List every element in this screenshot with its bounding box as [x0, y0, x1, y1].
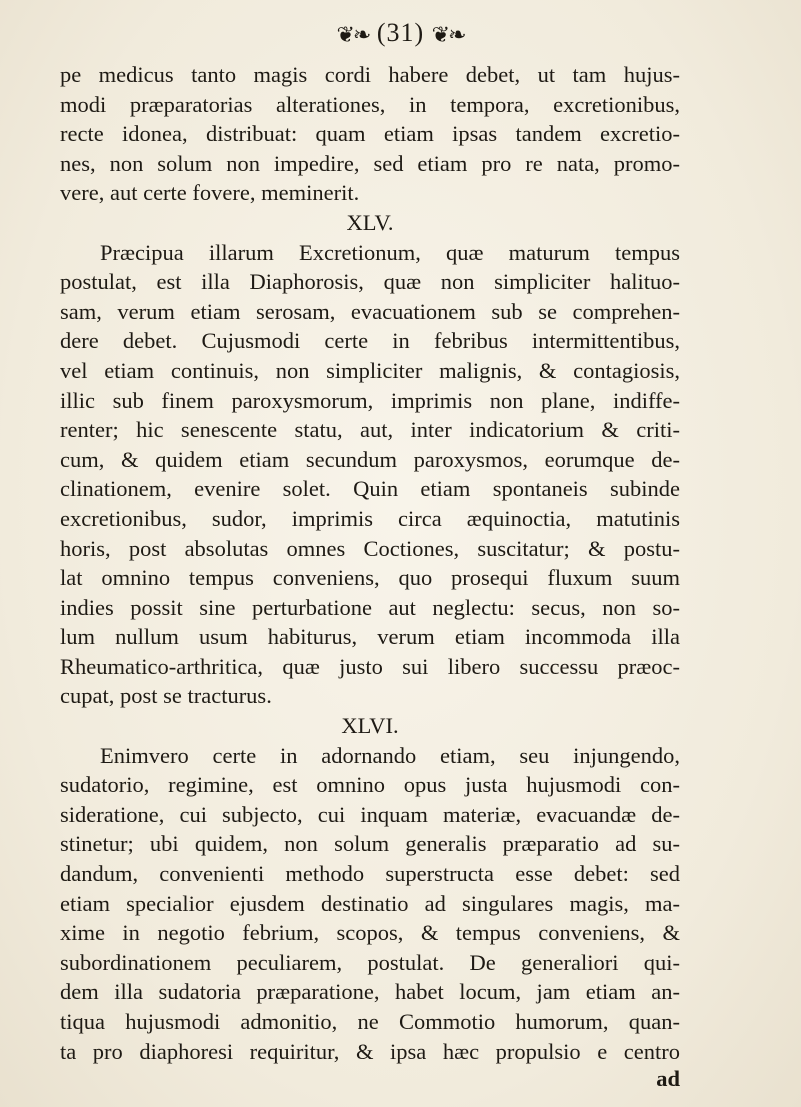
text-line: cum, & quidem etiam secundum paroxysmos, eorumque de-	[60, 446, 680, 472]
text-line: sam, verum etiam serosam, evacuationem sub se comprehen-	[60, 298, 680, 324]
text-line: sudatorio, regimine, est omnino opus justa hujusmodi con-	[60, 772, 680, 798]
text-line: ta pro diaphoresi requiritur, & ipsa hæc propulsio e centro	[60, 1038, 680, 1064]
text-line: lum nullum usum habiturus, verum etiam incommoda illa	[60, 624, 680, 650]
text-line: lat omnino tempus conveniens, quo prosequi fluxum suum	[60, 565, 680, 591]
text-line: vere, aut certe fovere, meminerit.	[60, 180, 360, 206]
page-number: (31)	[376, 18, 425, 47]
text-line: Præcipua illarum Excretionum, quæ maturum tempus	[100, 239, 680, 265]
text-line: dandum, convenienti methodo superstructa esse debet: sed	[60, 861, 680, 887]
ornament-right-icon: ❦❧	[431, 22, 465, 48]
text-line: illic sub finem paroxysmorum, imprimis non plane, indiffe-	[60, 387, 680, 413]
text-line: cupat, post se tracturus.	[60, 683, 272, 709]
text-line: horis, post absolutas omnes Coctiones, suscitatur; & postu-	[60, 535, 680, 561]
text-line: clinationem, evenire solet. Quin etiam spontaneis subinde	[60, 476, 680, 502]
ornament-left-icon: ❦❧	[336, 22, 370, 48]
text-line: Rheumatico-arthritica, quæ justo sui libero successu præoc-	[60, 653, 680, 679]
section-number: XLVI.	[341, 713, 399, 739]
text-line: excretionibus, sudor, imprimis circa æquinoctia, matutinis	[60, 505, 680, 531]
text-line: vel etiam continuis, non simpliciter malignis, & contagiosis,	[60, 357, 680, 383]
text-line: renter; hic senescente statu, aut, inter indicatorium & criti-	[60, 417, 680, 443]
body-text	[60, 60, 680, 1066]
text-line: dem illa sudatoria præparatione, habet locum, jam etiam an-	[60, 979, 680, 1005]
text-line: Enimvero certe in adornando etiam, seu injungendo,	[100, 742, 680, 768]
text-line: tiqua hujusmodi admonitio, ne Commotio humorum, quan-	[60, 1009, 680, 1034]
text-line: subordinationem peculiarem, postulat. De generaliori qui-	[60, 949, 680, 975]
section-number: XLV.	[346, 209, 394, 235]
text-line: sideratione, cui subjecto, cui inquam materiæ, evacuandæ de-	[60, 801, 680, 827]
text-line: indies possit sine perturbatione aut neglectu: secus, non so-	[60, 594, 680, 620]
text-line: etiam specialior ejusdem destinatio ad singulares magis, ma-	[60, 890, 680, 916]
text-line: postulat, est illa Diaphorosis, quæ non simpliciter halituo-	[60, 269, 680, 295]
text-line: stinetur; ubi quidem, non solum generalis præparatio ad su-	[60, 831, 680, 857]
text-line: nes, non solum non impedire, sed etiam pro re nata, promo-	[60, 150, 680, 176]
text-line: xime in negotio febrium, scopos, & tempus conveniens, &	[60, 920, 680, 946]
text-line: recte idonea, distribuat: quam etiam ipsas tandem excretio-	[60, 121, 680, 147]
page-header	[0, 18, 801, 48]
text-line: dere debet. Cujusmodi certe in febribus intermittentibus,	[60, 328, 680, 354]
text-line: pe medicus tanto magis cordi habere debet, ut tam hujus-	[60, 62, 680, 87]
text-line: modi præparatorias alterationes, in tempora, excretionibus,	[60, 91, 680, 117]
catchword: ad	[656, 1066, 680, 1091]
